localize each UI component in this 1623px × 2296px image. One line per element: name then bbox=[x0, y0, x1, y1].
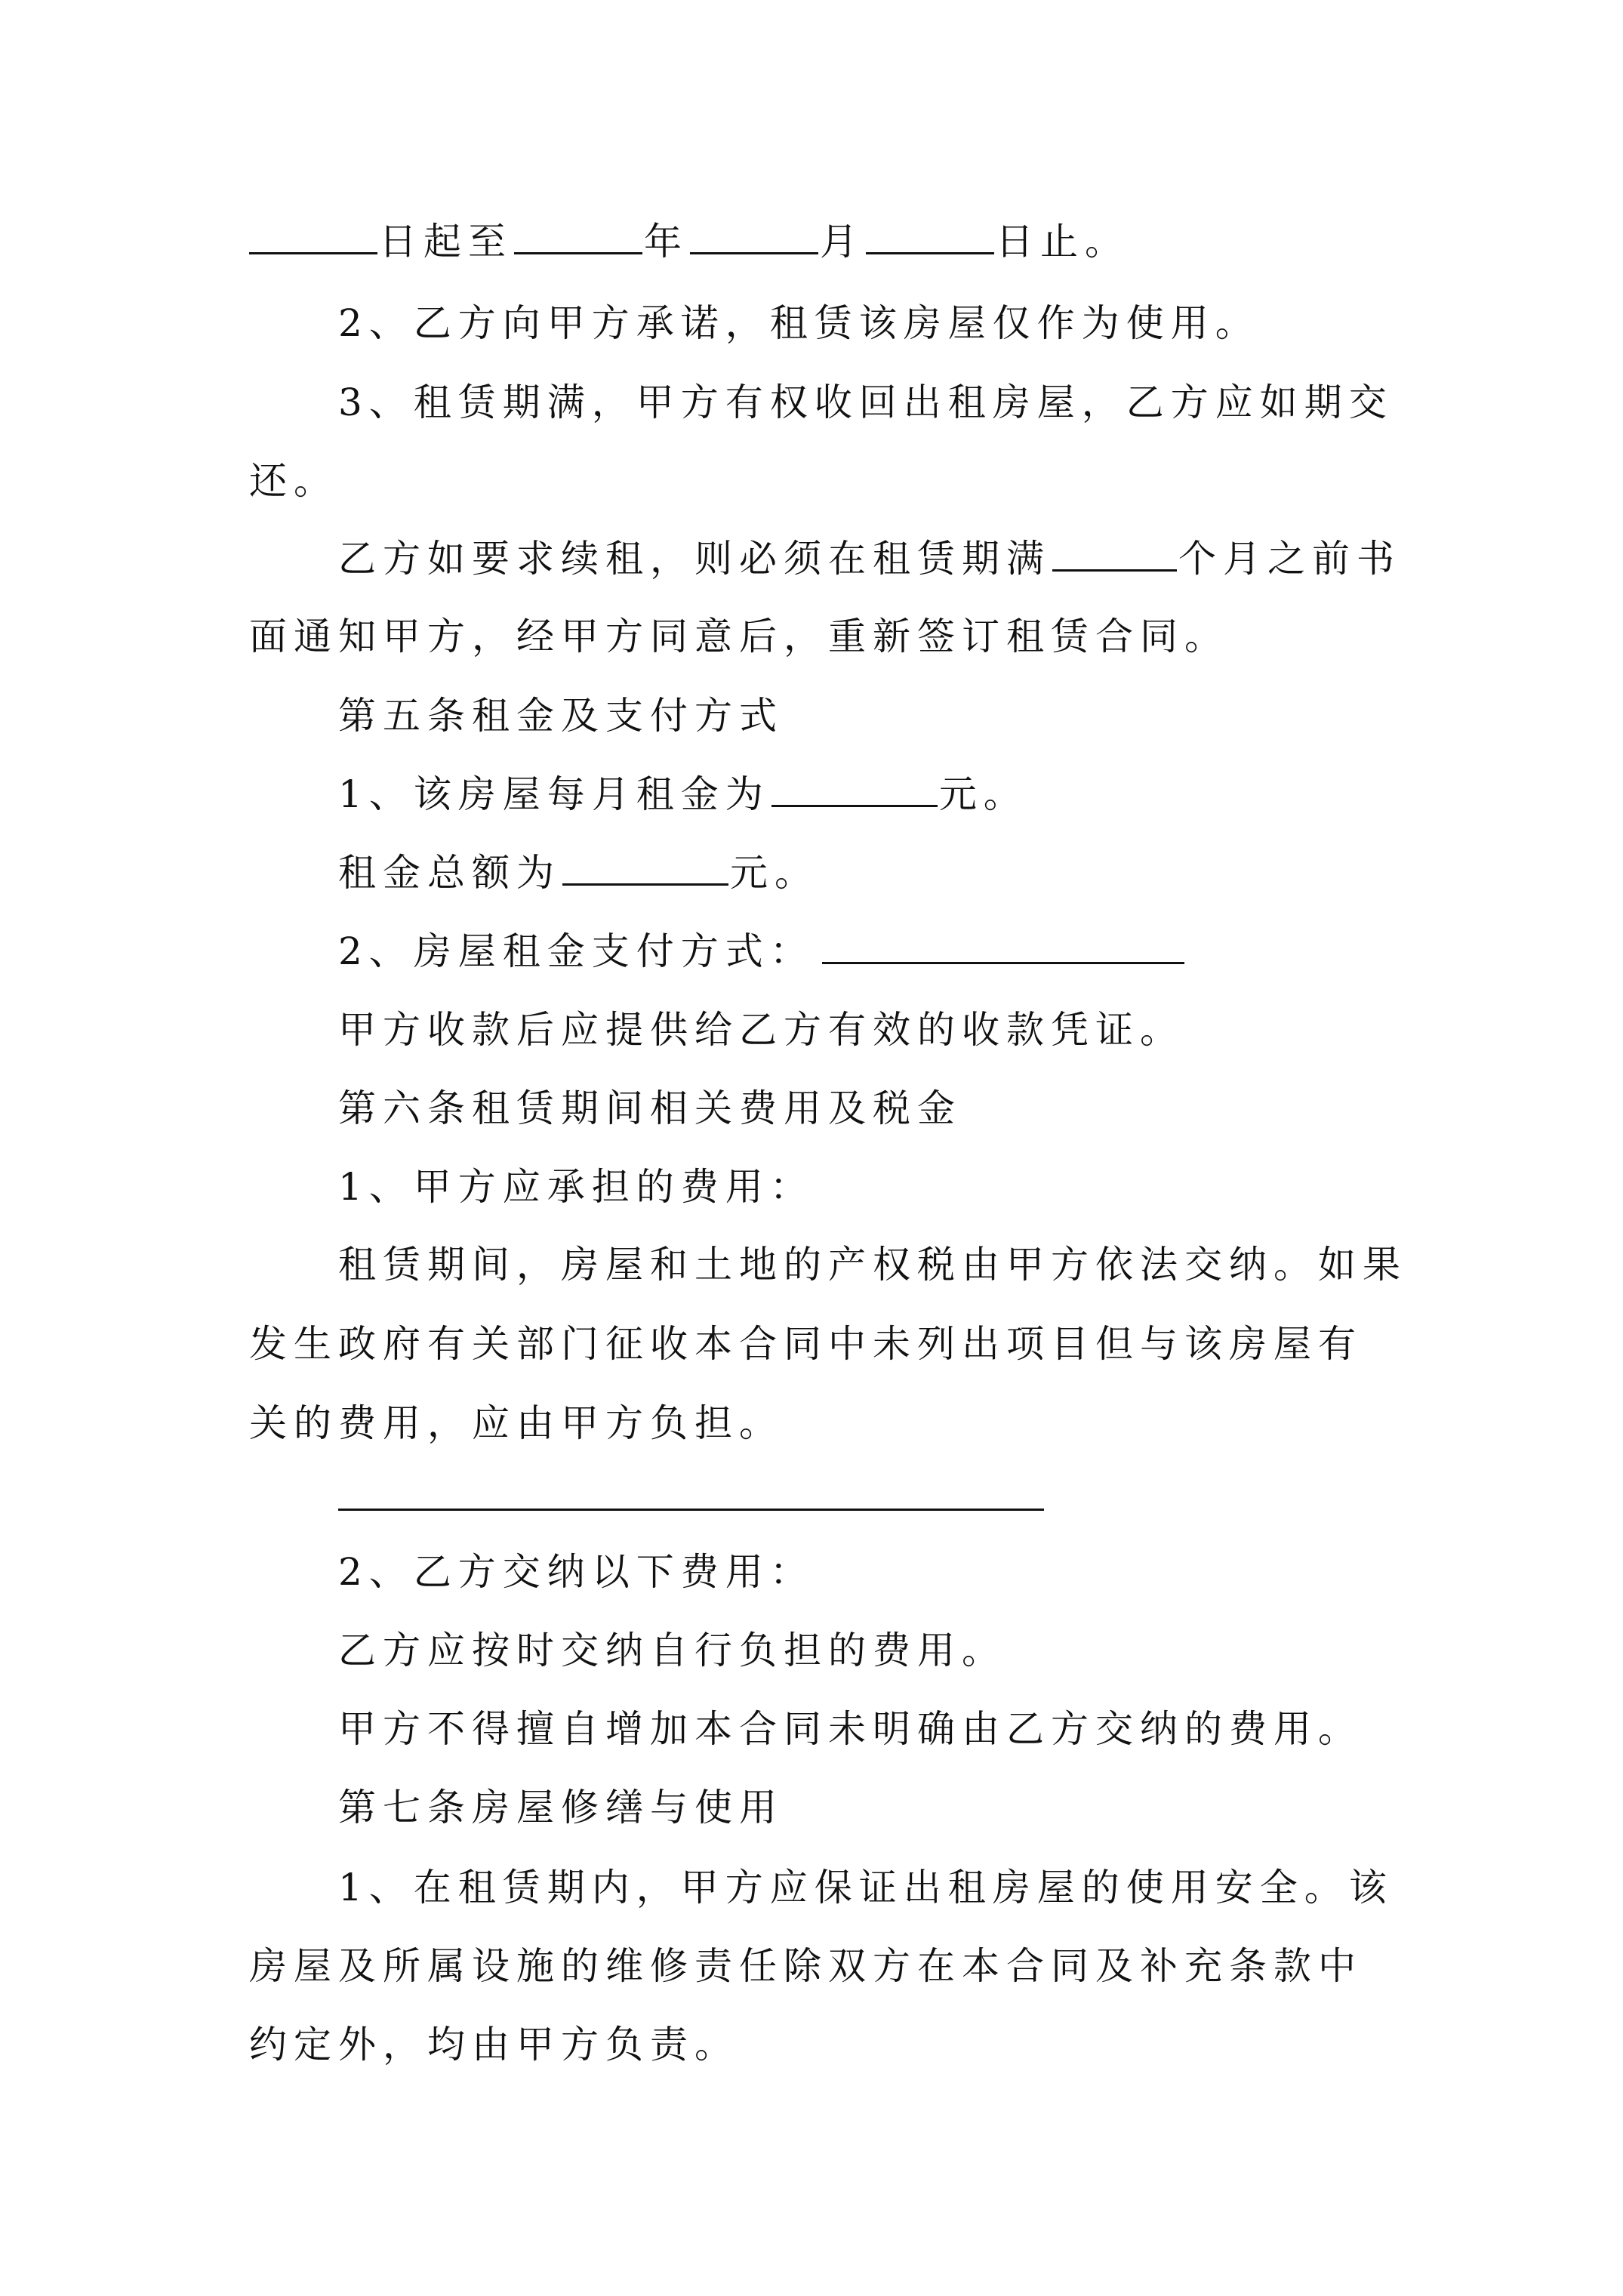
total-rent-blank[interactable] bbox=[562, 852, 728, 886]
clause-line: 还。 bbox=[249, 459, 338, 503]
clause-line: 面通知甲方，经甲方同意后，重新签订租赁合同。 bbox=[249, 615, 1229, 658]
section-heading: 第七条房屋修缮与使用 bbox=[338, 1786, 784, 1829]
clause-line: 2、乙方交纳以下费用： bbox=[338, 1550, 815, 1594]
payment-method-line bbox=[338, 929, 1186, 974]
monthly-rent-blank[interactable] bbox=[771, 773, 938, 807]
clause-line: 1、甲方应承担的费用： bbox=[338, 1165, 815, 1209]
end-year-blank[interactable] bbox=[514, 220, 642, 254]
text-segment: 元。 bbox=[938, 772, 1028, 816]
section-heading: 第六条租赁期间相关费用及税金 bbox=[338, 1086, 962, 1130]
text-segment: 日止。 bbox=[996, 220, 1129, 264]
text-segment: 月 bbox=[820, 220, 864, 264]
monthly-rent-line bbox=[338, 772, 1028, 817]
end-day-blank[interactable] bbox=[866, 220, 994, 254]
clause-line: 3、租赁期满，甲方有权收回出租房屋，乙方应如期交 bbox=[338, 381, 1394, 424]
text-segment: 年 bbox=[644, 220, 688, 264]
clause-line: 乙方应按时交纳自行负担的费用。 bbox=[338, 1629, 1006, 1672]
clause-line: 甲方收款后应提供给乙方有效的收款凭证。 bbox=[338, 1008, 1184, 1052]
clause-line: 约定外，均由甲方负责。 bbox=[249, 2023, 739, 2066]
text-segment: 租金总额为 bbox=[338, 851, 561, 895]
text-segment: 个月之前书 bbox=[1178, 537, 1401, 581]
clause-line: 房屋及所属设施的维修责任除双方在本合同及补充条款中 bbox=[249, 1944, 1363, 1988]
text-segment: 日起至 bbox=[379, 220, 513, 264]
end-month-blank[interactable] bbox=[690, 220, 818, 254]
notice-months-blank[interactable] bbox=[1052, 538, 1177, 572]
section-heading: 第五条租金及支付方式 bbox=[338, 694, 784, 738]
renewal-line bbox=[338, 536, 1401, 581]
clause-line: 甲方不得擅自增加本合同未明确由乙方交纳的费用。 bbox=[338, 1707, 1363, 1751]
clause-line: 租赁期间，房屋和土地的产权税由甲方依法交纳。如果 bbox=[338, 1243, 1407, 1287]
clause-line: 关的费用，应由甲方负担。 bbox=[249, 1401, 784, 1445]
text-segment: 1、该房屋每月租金为 bbox=[338, 772, 770, 816]
fill-in-rule[interactable] bbox=[338, 1509, 1044, 1511]
text-segment: 2、房屋租金支付方式： bbox=[338, 929, 815, 973]
text-segment: 乙方如要求续租，则必须在租赁期满 bbox=[338, 537, 1051, 581]
clause-line: 发生政府有关部门征收本合同中未列出项目但与该房屋有 bbox=[249, 1322, 1363, 1366]
clause-line: 2、乙方向甲方承诺，租赁该房屋仅作为使用。 bbox=[338, 301, 1260, 345]
text-segment: 元。 bbox=[730, 851, 819, 895]
payment-method-blank[interactable] bbox=[822, 930, 1184, 964]
lease-period-line bbox=[249, 219, 1129, 264]
start-day-blank[interactable] bbox=[249, 220, 377, 254]
clause-line: 1、在租赁期内，甲方应保证出租房屋的使用安全。该 bbox=[338, 1866, 1394, 1909]
total-rent-line bbox=[338, 850, 819, 895]
